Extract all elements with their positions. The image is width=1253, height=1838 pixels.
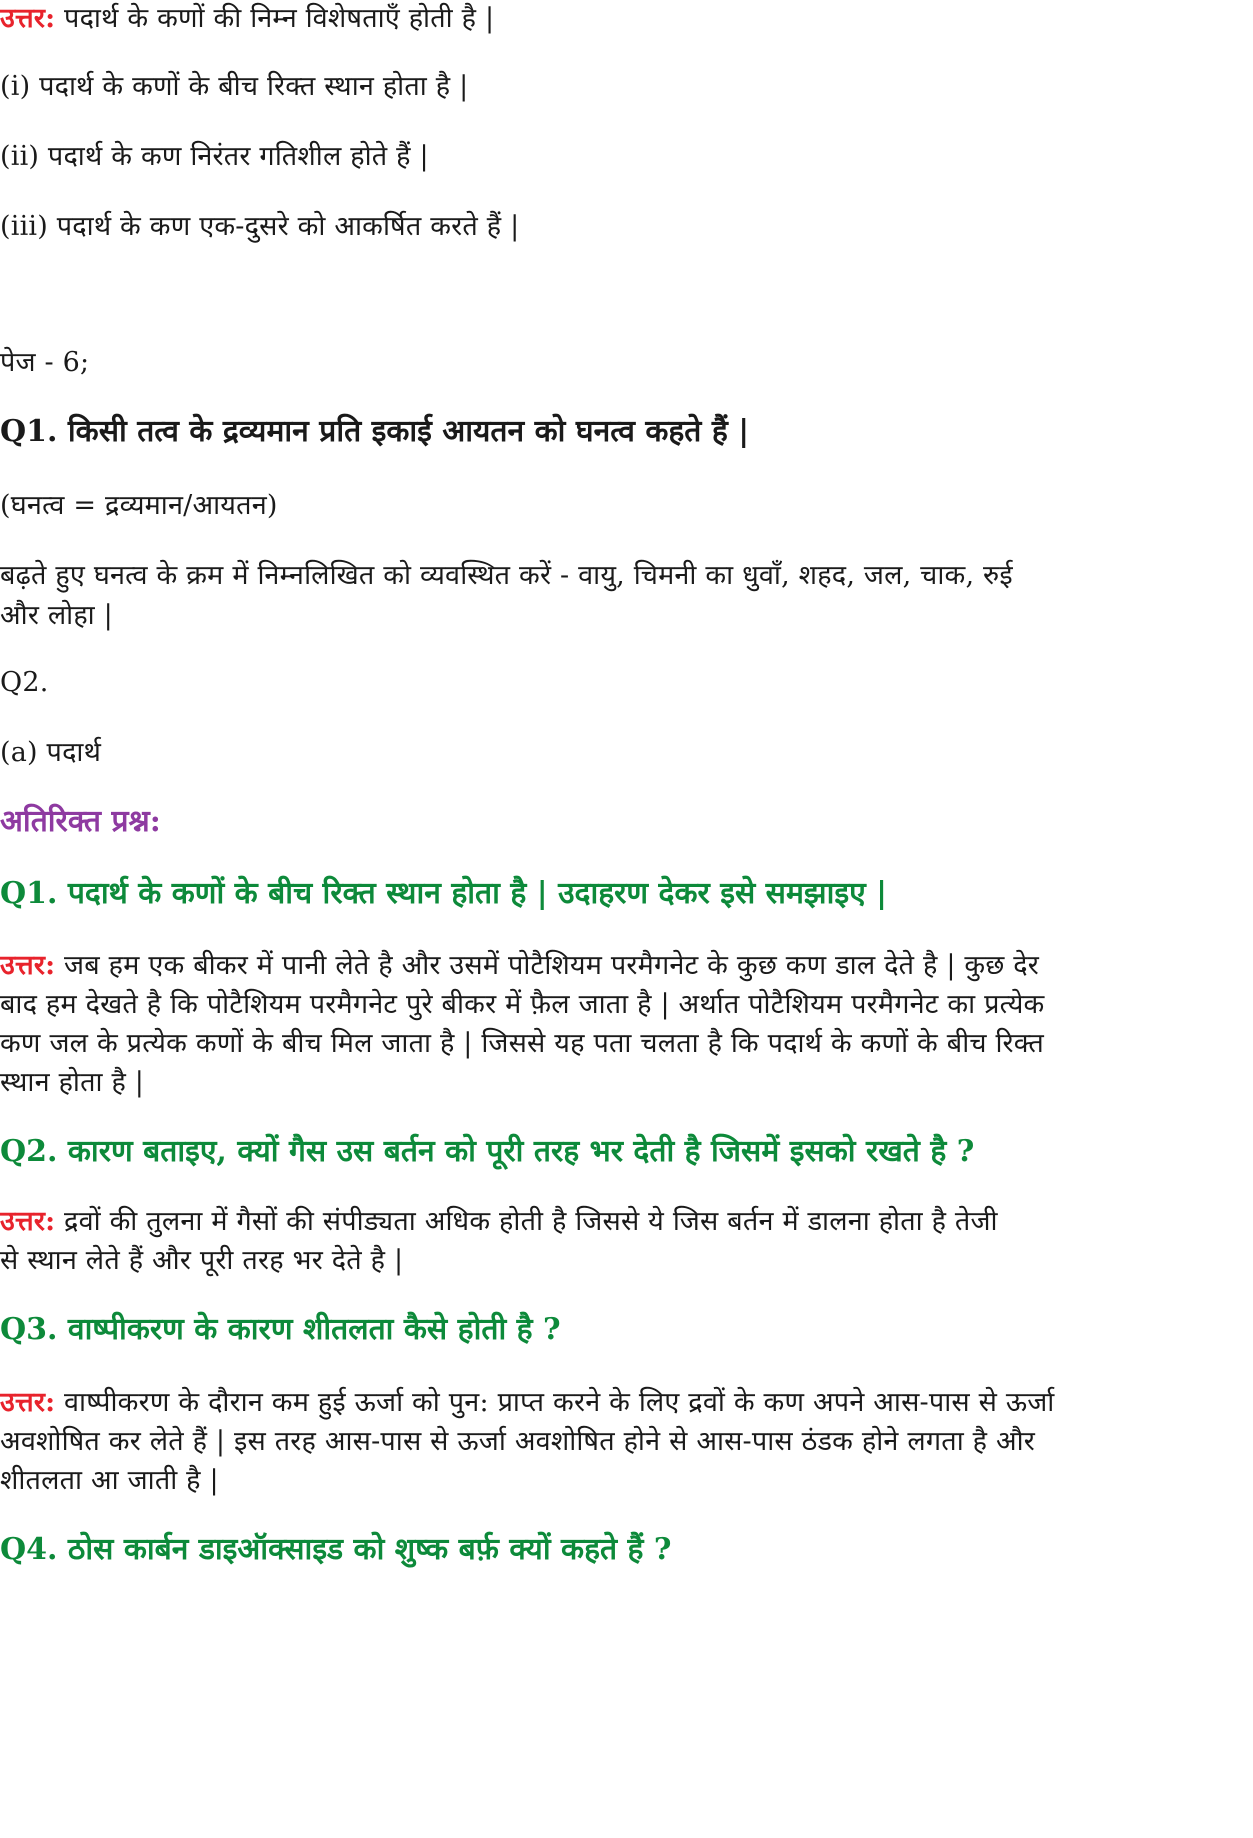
extra-q2-answer-line-2: से स्थान लेते हैं और पूरी तरह भर देते है | — [0, 1245, 404, 1276]
q1-formula: (घनत्व = द्रव्यमान/आयतन) — [0, 490, 278, 521]
extra-q1-answer-line-1: उत्तर: जब हम एक बीकर में पानी लेते है और उसमें पोटैशियम परमैगनेट के कुछ कण डाल देते है | कुछ देर — [0, 950, 1040, 981]
extra-q4-question: Q4. ठोस कार्बन डाइऑक्साइड को शुष्क बर्फ़ क्यों कहते हैं ? — [0, 1532, 672, 1567]
q1-text-line-1: बढ़ते हुए घनत्व के क्रम में निम्नलिखित को व्यवस्थित करें - वायु, चिमनी का धुवाँ, शहद, जल, चाक, रुई — [0, 560, 1013, 591]
point-3: (iii) पदार्थ के कण एक-दुसरे को आकर्षित करते हैं | — [0, 211, 520, 242]
q1-text-line-2: और लोहा | — [0, 600, 113, 631]
q1-heading: Q1. किसी तत्व के द्रव्यमान प्रति इकाई आयतन को घनत्व कहते हैं | — [0, 414, 750, 449]
intro-answer — [0, 0, 1250, 41]
extra-q1-answer-line-2: बाद हम देखते है कि पोटैशियम परमैगनेट पुरे बीकर में फ़ैल जाता है | अर्थात पोटैशियम परमैगनेट का प्रत्येक — [0, 989, 1045, 1020]
extra-q3-question: Q3. वाष्पीकरण के कारण शीतलता कैसे होती है ? — [0, 1312, 561, 1347]
extra-q1-question: Q1. पदार्थ के कणों के बीच रिक्त स्थान होता है | उदाहरण देकर इसे समझाइए | — [0, 876, 888, 911]
extra-q3-answer-line-1: उत्तर: वाष्पीकरण के दौरान कम हुई ऊर्जा को पुन: प्राप्त करने के लिए द्रवों के कण अपने आस-पास से ऊर्जा — [0, 1387, 1055, 1418]
extra-q3-answer-line-2: अवशोषित कर लेते हैं | इस तरह आस-पास से ऊर्जा अवशोषित होने से आस-पास ठंडक होने लगता है और — [0, 1426, 1036, 1457]
answer-label: उत्तर: — [0, 1387, 56, 1418]
q2-item-a: (a) पदार्थ — [0, 737, 102, 768]
extra-q3-answer-line-3: शीतलता आ जाती है | — [0, 1465, 219, 1496]
extra-q1-answer-line-4: स्थान होता है | — [0, 1067, 145, 1098]
answer-label: उत्तर: — [0, 1206, 56, 1237]
extra-q1-answer-line-3: कण जल के प्रत्येक कणों के बीच मिल जाता है | जिससे यह पता चलता है कि पदार्थ के कणों के बीच रिक्त — [0, 1028, 1045, 1059]
extra-q2-answer-line-1: उत्तर: द्रवों की तुलना में गैसों की संपीड्यता अधिक होती है जिससे ये जिस बर्तन में डालना होता है तेजी — [0, 1206, 998, 1237]
answer-label: उत्तर: — [0, 950, 56, 981]
point-2: (ii) पदार्थ के कण निरंतर गतिशील होते हैं | — [0, 141, 429, 172]
extra-q2-question: Q2. कारण बताइए, क्यों गैस उस बर्तन को पूरी तरह भर देती है जिसमें इसको रखते है ? — [0, 1134, 975, 1169]
answer-text: पदार्थ के कणों की निम्न विशेषताएँ होती है | — [55, 3, 495, 34]
point-1: (i) पदार्थ के कणों के बीच रिक्त स्थान होता है | — [0, 71, 469, 102]
answer-label: उत्तर: — [0, 3, 56, 34]
q2-label: Q2. — [0, 667, 49, 698]
page-reference: पेज - 6; — [0, 347, 90, 378]
extra-questions-heading: अतिरिक्त प्रश्न: — [0, 804, 161, 839]
